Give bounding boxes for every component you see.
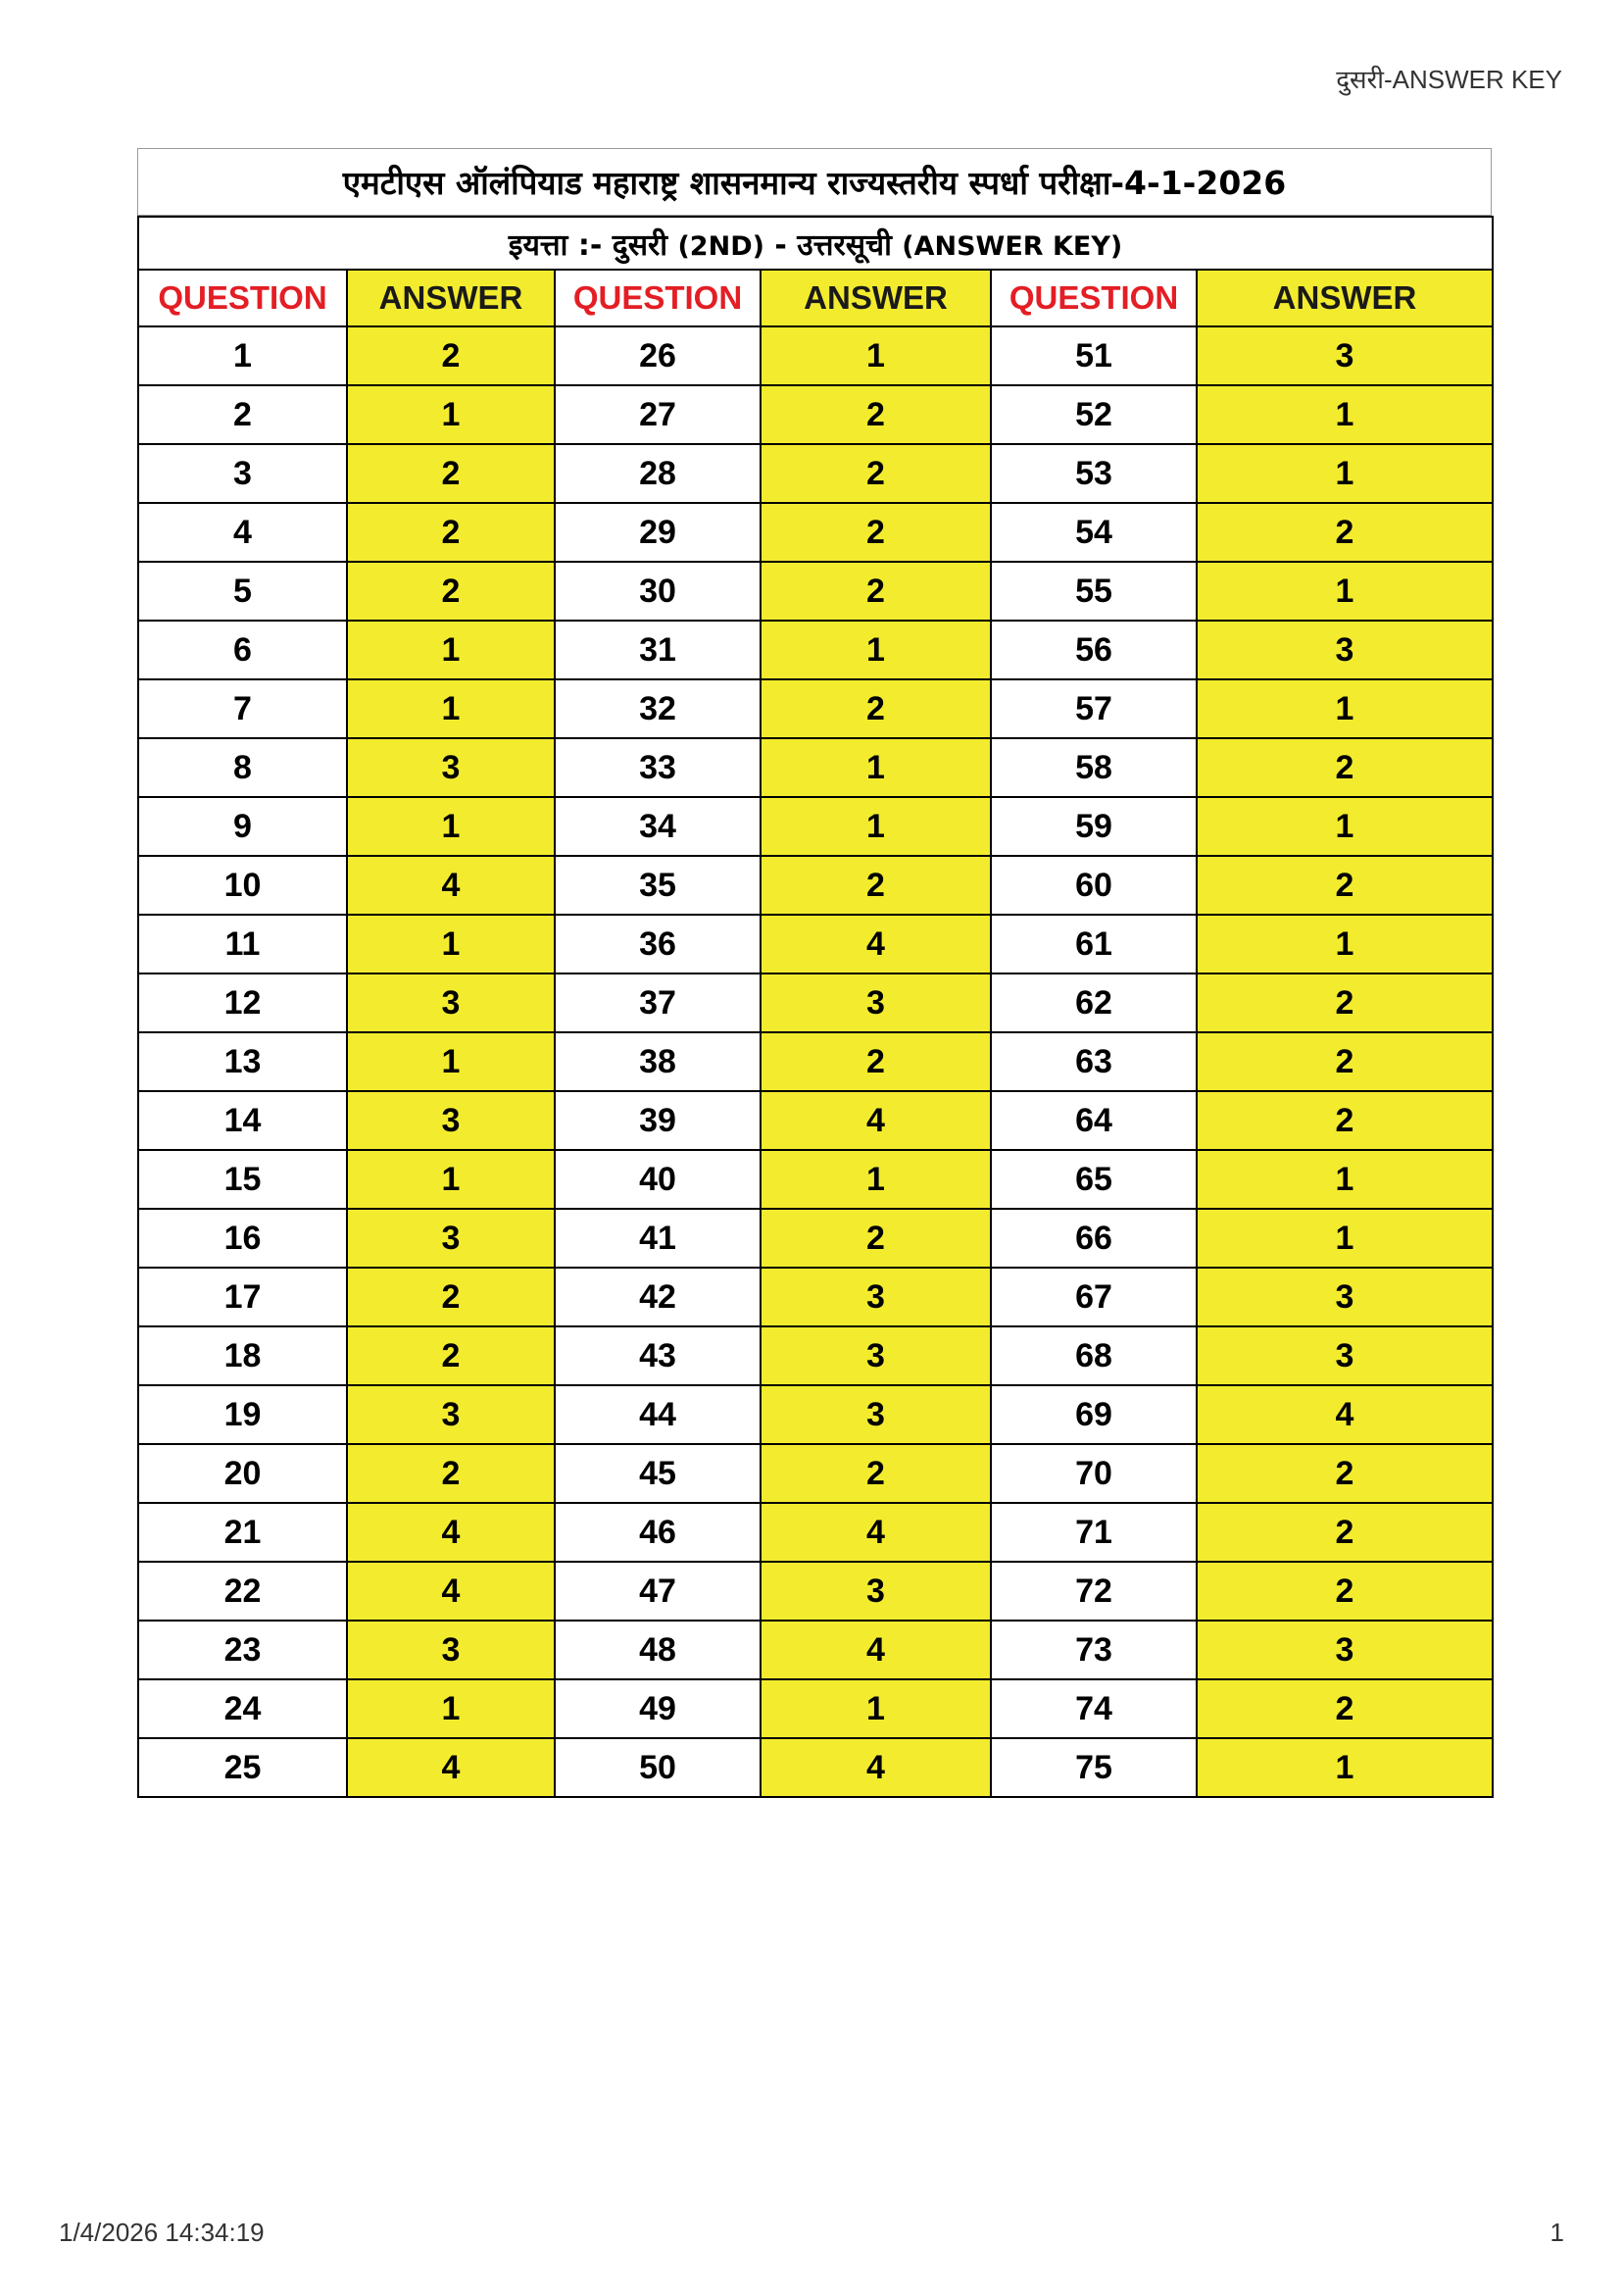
- answer-cell: 4: [347, 1503, 555, 1562]
- table-row: [138, 1679, 1493, 1738]
- question-number-cell: 14: [138, 1091, 347, 1150]
- table-row: [138, 1150, 1493, 1209]
- column-header-question: QUESTION: [555, 270, 761, 326]
- answer-cell: 2: [1197, 503, 1493, 562]
- answer-cell: 2: [761, 1444, 991, 1503]
- footer-datetime: 1/4/2026 14:34:19: [59, 2218, 265, 2247]
- question-number-cell: 62: [991, 973, 1197, 1032]
- question-number-cell: 25: [138, 1738, 347, 1797]
- question-number-cell: 26: [555, 326, 761, 385]
- answer-cell: 1: [347, 1679, 555, 1738]
- answer-cell: 4: [1197, 1385, 1493, 1444]
- answer-cell: 1: [1197, 1738, 1493, 1797]
- question-number-cell: 72: [991, 1562, 1197, 1621]
- question-number-cell: 65: [991, 1150, 1197, 1209]
- table-row: [138, 1621, 1493, 1679]
- answer-cell: 2: [1197, 1503, 1493, 1562]
- question-number-cell: 68: [991, 1326, 1197, 1385]
- question-number-cell: 67: [991, 1268, 1197, 1326]
- column-header-row: [138, 270, 1493, 326]
- question-number-cell: 11: [138, 915, 347, 973]
- question-number-cell: 28: [555, 444, 761, 503]
- question-number-cell: 3: [138, 444, 347, 503]
- column-header-question: QUESTION: [991, 270, 1197, 326]
- answer-key-sheet: [137, 148, 1492, 1798]
- question-number-cell: 59: [991, 797, 1197, 856]
- table-row: [138, 1385, 1493, 1444]
- question-number-cell: 40: [555, 1150, 761, 1209]
- answer-cell: 3: [347, 973, 555, 1032]
- question-number-cell: 8: [138, 738, 347, 797]
- answer-cell: 4: [761, 915, 991, 973]
- question-number-cell: 27: [555, 385, 761, 444]
- question-number-cell: 15: [138, 1150, 347, 1209]
- answer-cell: 2: [761, 1032, 991, 1091]
- answer-cell: 4: [761, 1621, 991, 1679]
- answer-cell: 4: [347, 1738, 555, 1797]
- question-number-cell: 60: [991, 856, 1197, 915]
- question-number-cell: 12: [138, 973, 347, 1032]
- question-number-cell: 75: [991, 1738, 1197, 1797]
- answer-cell: 1: [761, 797, 991, 856]
- answer-cell: 3: [761, 1385, 991, 1444]
- answer-cell: 2: [1197, 1679, 1493, 1738]
- question-number-cell: 29: [555, 503, 761, 562]
- answer-cell: 1: [761, 738, 991, 797]
- table-row: [138, 679, 1493, 738]
- answer-cell: 2: [761, 444, 991, 503]
- table-row: [138, 1326, 1493, 1385]
- question-number-cell: 52: [991, 385, 1197, 444]
- question-number-cell: 19: [138, 1385, 347, 1444]
- answer-cell: 3: [761, 1268, 991, 1326]
- question-number-cell: 66: [991, 1209, 1197, 1268]
- table-row: [138, 1209, 1493, 1268]
- question-number-cell: 49: [555, 1679, 761, 1738]
- question-number-cell: 39: [555, 1091, 761, 1150]
- answer-cell: 3: [1197, 1326, 1493, 1385]
- table-row: [138, 1503, 1493, 1562]
- question-number-cell: 63: [991, 1032, 1197, 1091]
- column-header-question: QUESTION: [138, 270, 347, 326]
- question-number-cell: 32: [555, 679, 761, 738]
- answer-cell: 4: [761, 1091, 991, 1150]
- question-number-cell: 5: [138, 562, 347, 621]
- question-number-cell: 64: [991, 1091, 1197, 1150]
- question-number-cell: 35: [555, 856, 761, 915]
- answer-cell: 4: [761, 1738, 991, 1797]
- question-number-cell: 31: [555, 621, 761, 679]
- answer-cell: 2: [761, 562, 991, 621]
- question-number-cell: 34: [555, 797, 761, 856]
- question-number-cell: 2: [138, 385, 347, 444]
- question-number-cell: 24: [138, 1679, 347, 1738]
- answer-cell: 2: [347, 503, 555, 562]
- question-number-cell: 1: [138, 326, 347, 385]
- table-row: [138, 1738, 1493, 1797]
- answer-cell: 2: [761, 503, 991, 562]
- table-row: [138, 1091, 1493, 1150]
- question-number-cell: 10: [138, 856, 347, 915]
- answer-cell: 1: [347, 679, 555, 738]
- answer-cell: 2: [347, 1326, 555, 1385]
- answer-cell: 4: [761, 1503, 991, 1562]
- question-number-cell: 61: [991, 915, 1197, 973]
- answer-key-table: [137, 216, 1494, 1798]
- column-header-answer: ANSWER: [1197, 270, 1493, 326]
- table-row: [138, 797, 1493, 856]
- answer-cell: 1: [761, 1150, 991, 1209]
- question-number-cell: 21: [138, 1503, 347, 1562]
- question-number-cell: 46: [555, 1503, 761, 1562]
- question-number-cell: 42: [555, 1268, 761, 1326]
- exam-title: एमटीएस ऑलंपियाड महाराष्ट्र शासनमान्य राज्यस्तरीय स्पर्धा परीक्षा-4-1-2026: [137, 148, 1492, 216]
- subtitle-key: (ANSWER KEY): [902, 230, 1123, 262]
- question-number-cell: 69: [991, 1385, 1197, 1444]
- question-number-cell: 37: [555, 973, 761, 1032]
- question-number-cell: 13: [138, 1032, 347, 1091]
- question-number-cell: 57: [991, 679, 1197, 738]
- answer-cell: 1: [347, 621, 555, 679]
- answer-cell: 1: [1197, 1150, 1493, 1209]
- answer-cell: 1: [347, 385, 555, 444]
- table-row: [138, 856, 1493, 915]
- question-number-cell: 36: [555, 915, 761, 973]
- answer-cell: 1: [1197, 444, 1493, 503]
- question-number-cell: 33: [555, 738, 761, 797]
- answer-cell: 3: [347, 1209, 555, 1268]
- table-row: [138, 444, 1493, 503]
- page-number: 1: [1549, 2218, 1564, 2247]
- column-header-answer: ANSWER: [347, 270, 555, 326]
- question-number-cell: 54: [991, 503, 1197, 562]
- question-number-cell: 44: [555, 1385, 761, 1444]
- answer-cell: 1: [347, 1150, 555, 1209]
- question-number-cell: 51: [991, 326, 1197, 385]
- question-number-cell: 58: [991, 738, 1197, 797]
- question-number-cell: 45: [555, 1444, 761, 1503]
- answer-cell: 2: [347, 326, 555, 385]
- grade-subtitle: [138, 217, 1493, 270]
- answer-cell: 1: [1197, 1209, 1493, 1268]
- answer-cell: 4: [347, 856, 555, 915]
- answer-cell: 3: [1197, 621, 1493, 679]
- question-number-cell: 53: [991, 444, 1197, 503]
- answer-cell: 2: [1197, 1444, 1493, 1503]
- answer-cell: 1: [761, 326, 991, 385]
- answer-cell: 2: [1197, 856, 1493, 915]
- answer-cell: 3: [347, 738, 555, 797]
- answer-cell: 1: [1197, 679, 1493, 738]
- answer-cell: 2: [761, 1209, 991, 1268]
- table-row: [138, 1268, 1493, 1326]
- answer-cell: 1: [1197, 915, 1493, 973]
- answer-cell: 3: [761, 1326, 991, 1385]
- answer-cell: 2: [1197, 973, 1493, 1032]
- answer-cell: 1: [1197, 385, 1493, 444]
- subtitle-prefix: इयत्ता :- दुसरी: [508, 227, 678, 263]
- answer-cell: 1: [347, 797, 555, 856]
- question-number-cell: 43: [555, 1326, 761, 1385]
- table-row: [138, 326, 1493, 385]
- page-header-label: दुसरी-ANSWER KEY: [1336, 65, 1562, 94]
- answer-cell: 2: [761, 856, 991, 915]
- question-number-cell: 74: [991, 1679, 1197, 1738]
- answer-cell: 1: [1197, 797, 1493, 856]
- table-row: [138, 1444, 1493, 1503]
- table-row: [138, 1562, 1493, 1621]
- table-row: [138, 385, 1493, 444]
- answer-cell: 4: [347, 1562, 555, 1621]
- subtitle-row: [138, 217, 1493, 270]
- table-row: [138, 915, 1493, 973]
- question-number-cell: 18: [138, 1326, 347, 1385]
- answer-cell: 2: [347, 1268, 555, 1326]
- question-number-cell: 56: [991, 621, 1197, 679]
- table-row: [138, 621, 1493, 679]
- answer-cell: 2: [1197, 1032, 1493, 1091]
- table-row: [138, 973, 1493, 1032]
- question-number-cell: 48: [555, 1621, 761, 1679]
- answer-cell: 2: [1197, 1091, 1493, 1150]
- answer-key-body: [138, 326, 1493, 1797]
- table-row: [138, 562, 1493, 621]
- question-number-cell: 6: [138, 621, 347, 679]
- answer-cell: 3: [347, 1091, 555, 1150]
- answer-cell: 2: [347, 444, 555, 503]
- question-number-cell: 16: [138, 1209, 347, 1268]
- answer-cell: 2: [347, 1444, 555, 1503]
- table-row: [138, 503, 1493, 562]
- answer-cell: 1: [761, 621, 991, 679]
- question-number-cell: 71: [991, 1503, 1197, 1562]
- question-number-cell: 17: [138, 1268, 347, 1326]
- answer-cell: 3: [347, 1385, 555, 1444]
- answer-cell: 3: [761, 973, 991, 1032]
- subtitle-mid: - उत्तरसूची: [763, 227, 903, 263]
- answer-cell: 2: [761, 679, 991, 738]
- question-number-cell: 7: [138, 679, 347, 738]
- question-number-cell: 4: [138, 503, 347, 562]
- question-number-cell: 47: [555, 1562, 761, 1621]
- question-number-cell: 73: [991, 1621, 1197, 1679]
- answer-cell: 3: [1197, 326, 1493, 385]
- answer-cell: 3: [1197, 1268, 1493, 1326]
- answer-cell: 3: [761, 1562, 991, 1621]
- column-header-answer: ANSWER: [761, 270, 991, 326]
- answer-cell: 1: [1197, 562, 1493, 621]
- answer-cell: 3: [1197, 1621, 1493, 1679]
- table-row: [138, 738, 1493, 797]
- question-number-cell: 50: [555, 1738, 761, 1797]
- answer-cell: 1: [347, 1032, 555, 1091]
- question-number-cell: 22: [138, 1562, 347, 1621]
- answer-cell: 2: [1197, 1562, 1493, 1621]
- answer-cell: 1: [347, 915, 555, 973]
- question-number-cell: 9: [138, 797, 347, 856]
- question-number-cell: 23: [138, 1621, 347, 1679]
- answer-cell: 2: [347, 562, 555, 621]
- question-number-cell: 38: [555, 1032, 761, 1091]
- table-row: [138, 1032, 1493, 1091]
- subtitle-grade: (2ND): [677, 230, 764, 262]
- answer-cell: 3: [347, 1621, 555, 1679]
- question-number-cell: 20: [138, 1444, 347, 1503]
- answer-cell: 1: [761, 1679, 991, 1738]
- question-number-cell: 30: [555, 562, 761, 621]
- answer-cell: 2: [761, 385, 991, 444]
- question-number-cell: 55: [991, 562, 1197, 621]
- question-number-cell: 70: [991, 1444, 1197, 1503]
- question-number-cell: 41: [555, 1209, 761, 1268]
- answer-cell: 2: [1197, 738, 1493, 797]
